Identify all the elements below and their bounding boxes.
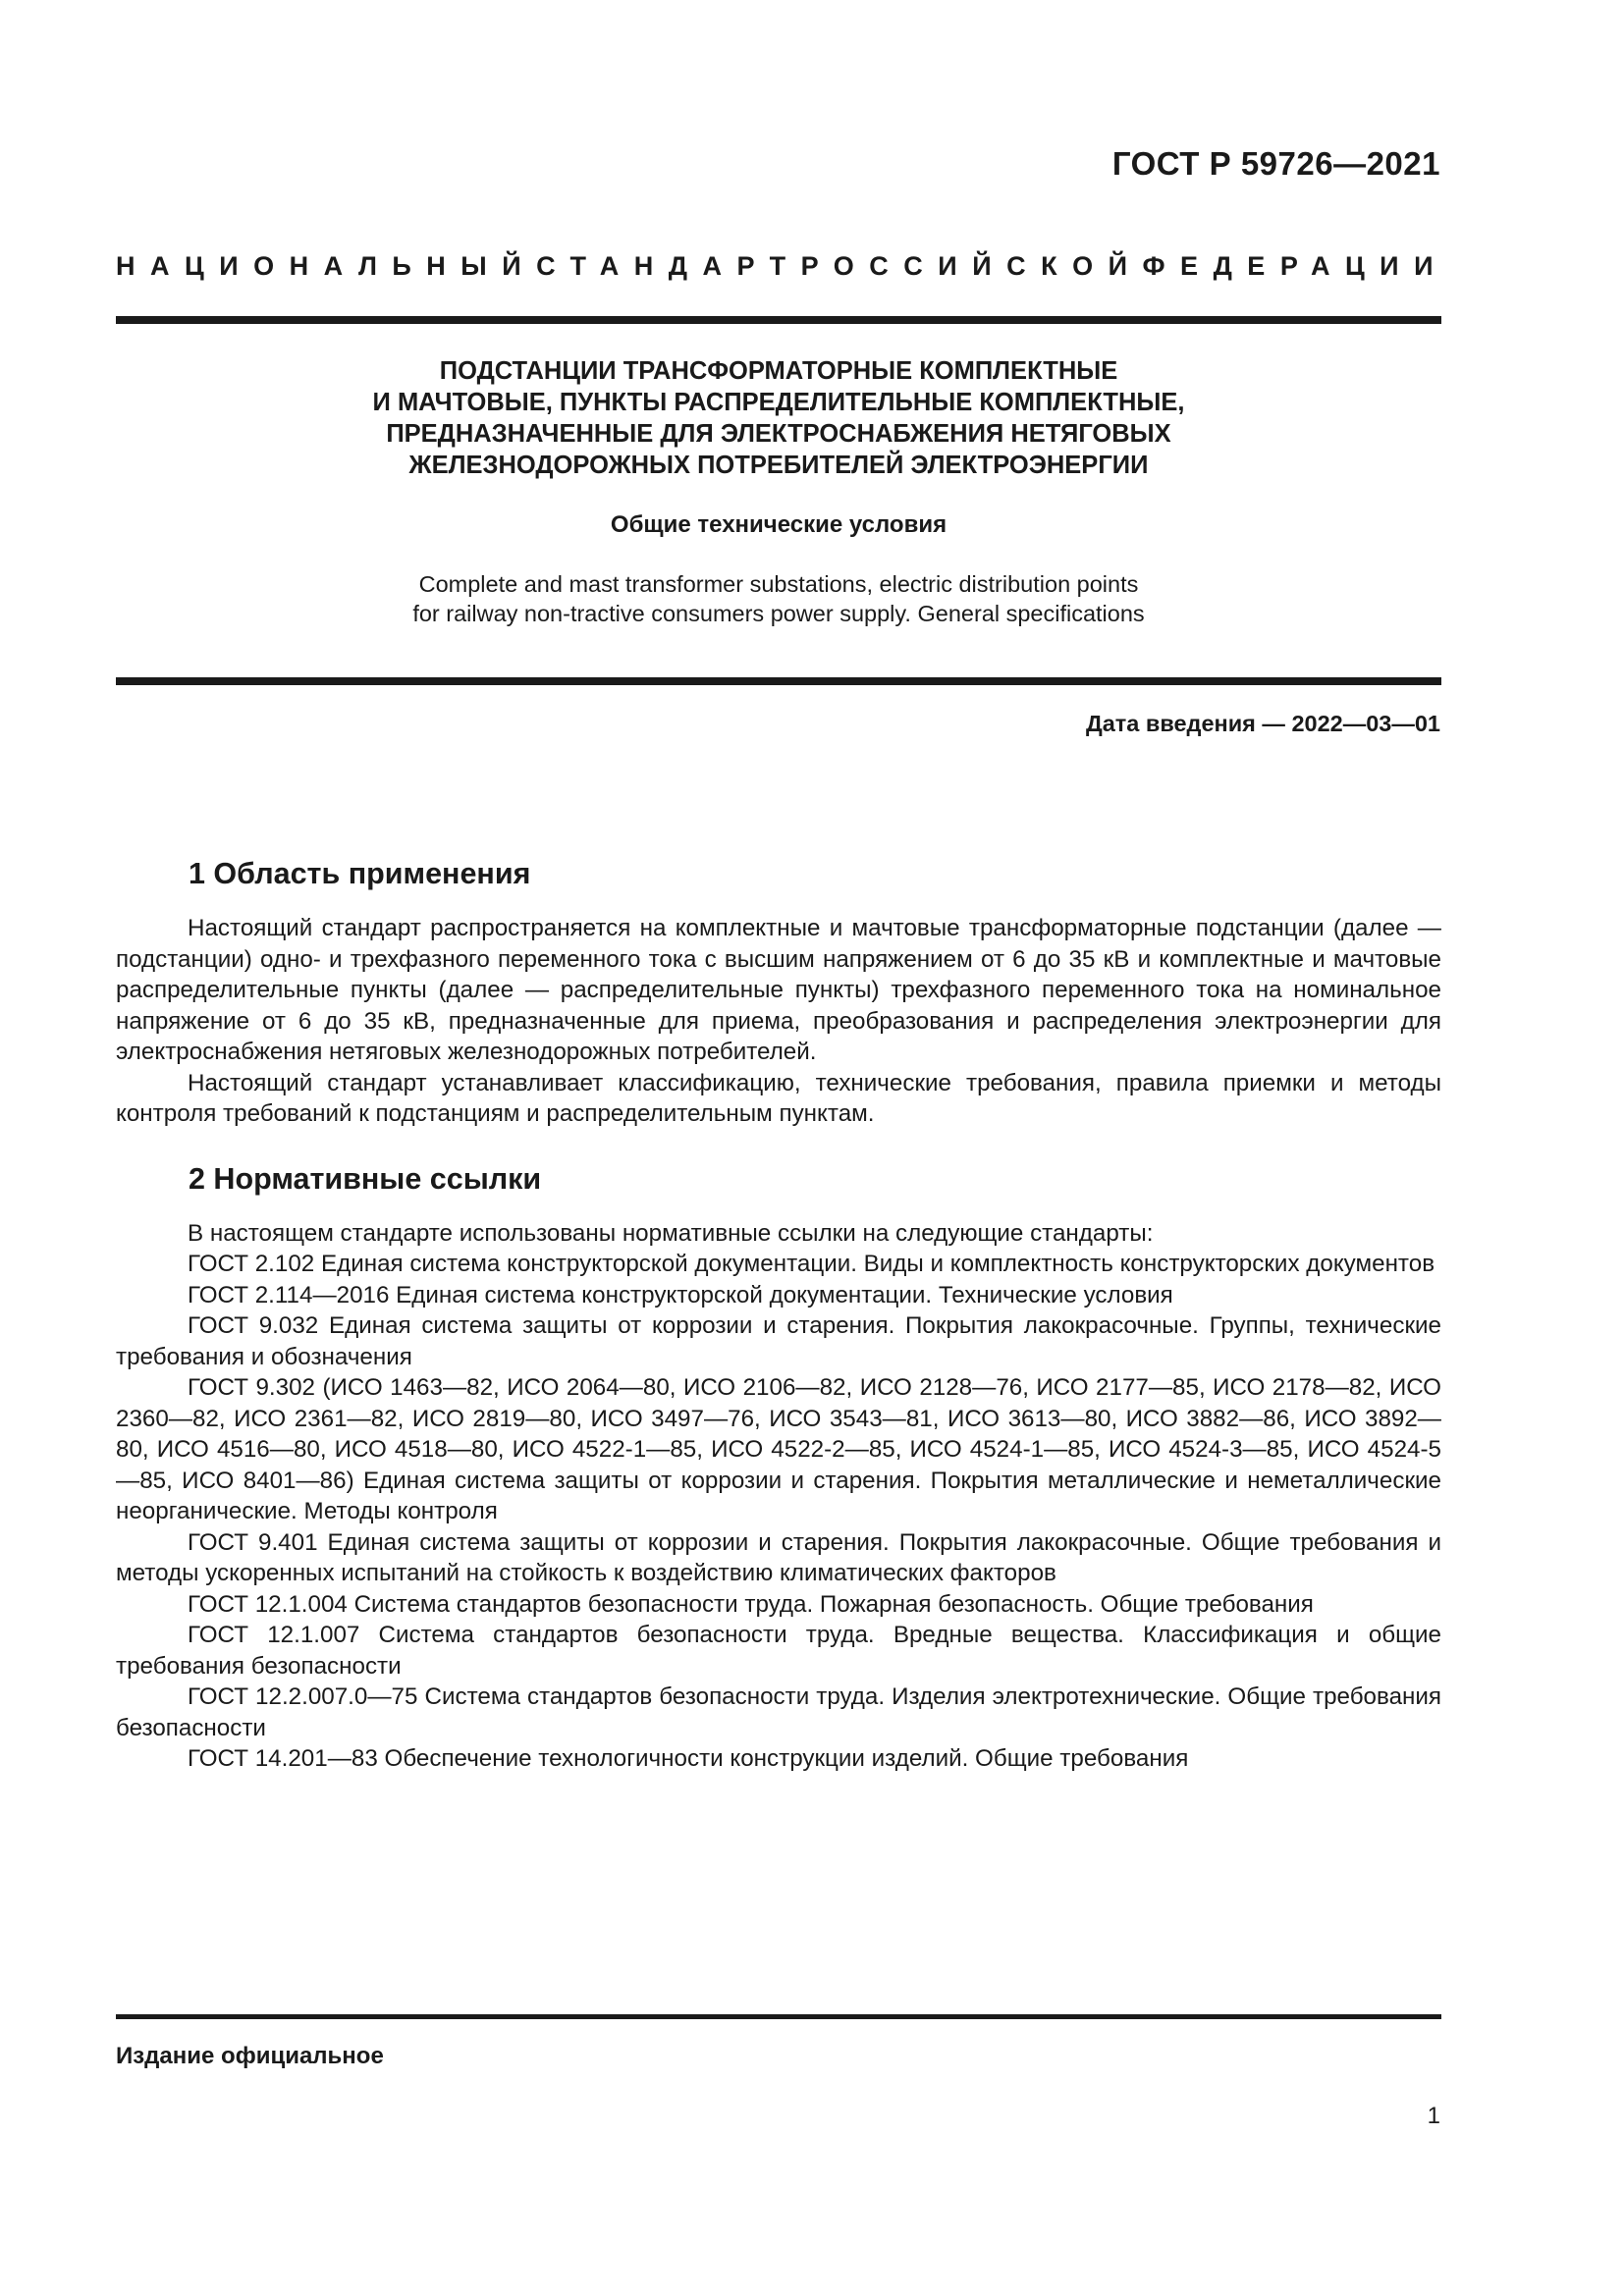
national-word-1: НАЦИОНАЛЬНЫЙ: [116, 251, 537, 281]
national-word-2: СТАНДАРТ: [536, 251, 801, 281]
footer-divider: [116, 2014, 1441, 2019]
reference-item: ГОСТ 12.1.004 Система стандартов безопасности труда. Пожарная безопасность. Общие требования: [188, 1590, 1314, 1618]
document-id: ГОСТ Р 59726—2021: [1111, 145, 1440, 182]
subtitle: Общие технические условия: [610, 511, 947, 538]
reference-item: ГОСТ 9.032 Единая система защиты от коррозии и старения. Покрытия лакокрасочные. Группы, технические требования и обозначения: [116, 1312, 1441, 1370]
national-word-4: ФЕДЕРАЦИИ: [1142, 251, 1448, 281]
introduction-date: Дата введения — 2022—03—01: [1085, 711, 1440, 736]
english-title-line: for railway non-tractive consumers power supply. General specifications: [412, 601, 1145, 626]
paragraph: В настоящем стандарте использованы нормативные ссылки на следующие стандарты:: [188, 1219, 1154, 1247]
national-standard-heading: [116, 251, 1448, 282]
english-title: [116, 569, 1441, 628]
title-line: И МАЧТОВЫЕ, ПУНКТЫ РАСПРЕДЕЛИТЕЛЬНЫЕ КОМПЛЕКТНЫЕ,: [372, 389, 1185, 416]
section-heading: 2 Нормативные ссылки: [189, 1161, 542, 1196]
section-heading: 1 Область применения: [189, 857, 531, 890]
page-number: 1: [1427, 2103, 1440, 2129]
national-word-3: РОССИЙСКОЙ: [800, 251, 1143, 281]
title-line: ЖЕЛЕЗНОДОРОЖНЫХ ПОТРЕБИТЕЛЕЙ ЭЛЕКТРОЭНЕРГИИ: [408, 452, 1149, 479]
top-divider: [116, 316, 1441, 324]
paragraph: Настоящий стандарт устанавливает классификацию, технические требования, правила приемки и методы контроля требований к подстанциям и распределительным пунктам.: [116, 1069, 1441, 1127]
reference-item: ГОСТ 14.201—83 Обеспечение технологичности конструкции изделий. Общие требования: [188, 1745, 1189, 1772]
english-title-line: Complete and mast transformer substations, electric distribution points: [418, 571, 1139, 597]
reference-item: ГОСТ 2.114—2016 Единая система конструкторской документации. Технические условия: [188, 1281, 1173, 1308]
reference-item: ГОСТ 12.1.007 Система стандартов безопасности труда. Вредные вещества. Классификация и общие требования безопасности: [116, 1622, 1441, 1680]
title-divider: [116, 677, 1441, 685]
reference-item: ГОСТ 2.102 Единая система конструкторской документации. Виды и комплектность конструкторских документов: [188, 1251, 1435, 1277]
reference-item: ГОСТ 9.302 (ИСО 1463—82, ИСО 2064—80, ИСО 2106—82, ИСО 2128—76, ИСО 2177—85, ИСО 2178—82, ИСО 2360—82, ИСО 2361—82, ИСО 2819—80, ИСО 3497—76, ИСО 3543—81, ИСО 3613—80, ИСО 3882—86, ИСО 3892—80, ИСО 4516—80, ИСО 4518—80, ИСО 4522-1—85, ИСО 4522-2—85, ИСО 4524-1—85, ИСО 4524-3—85, ИСО 4524-5—85, ИСО 8401—86) Единая система защиты от коррозии и старения. Покрытия металлические и неметаллические неорганические. Методы контроля: [116, 1374, 1441, 1524]
document-body: [116, 854, 1441, 1775]
official-edition-label: Издание официальное: [116, 2043, 384, 2069]
title-block: [116, 355, 1441, 628]
reference-item: ГОСТ 12.2.007.0—75 Система стандартов безопасности труда. Изделия электротехнические. Общие требования безопасности: [116, 1683, 1441, 1741]
paragraph: Настоящий стандарт распространяется на комплектные и мачтовые трансформаторные подстанции (далее — подстанции) одно- и трехфазного переменного тока с высшим напряжением от 6 до 35 кВ и комплектные и мачтовые распределительные пункты (далее — распределительные пункты) трехфазного переменного тока на номинальное напряжение от 6 до 35 кВ, предназначенные для приема, преобразования и распределения электроэнергии для электроснабжения нетяговых железнодорожных потребителей.: [116, 915, 1441, 1065]
reference-item: ГОСТ 9.401 Единая система защиты от коррозии и старения. Покрытия лакокрасочные. Общие требования и методы ускоренных испытаний на стойкость к воздействию климатических факторов: [116, 1528, 1441, 1586]
title-line: ПОДСТАНЦИИ ТРАНСФОРМАТОРНЫЕ КОМПЛЕКТНЫЕ: [439, 357, 1118, 385]
title-line: ПРЕДНАЗНАЧЕННЫЕ ДЛЯ ЭЛЕКТРОСНАБЖЕНИЯ НЕТЯГОВЫХ: [386, 420, 1171, 448]
